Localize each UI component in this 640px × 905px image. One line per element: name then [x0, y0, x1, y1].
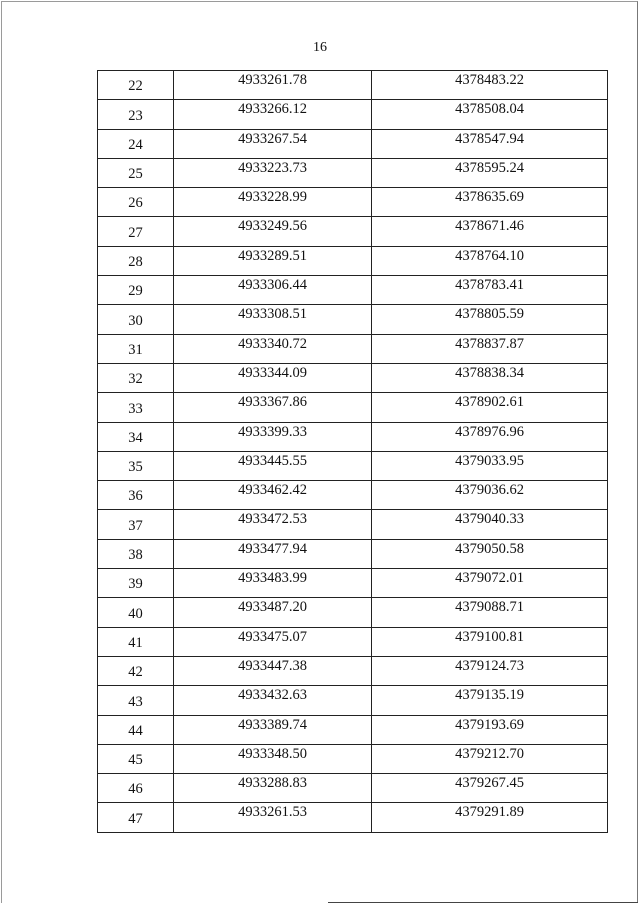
- point-number-cell: 38: [98, 539, 174, 568]
- point-number-cell: 30: [98, 305, 174, 334]
- point-number-cell: 41: [98, 627, 174, 656]
- x-coordinate-cell: 4933367.86: [174, 393, 372, 422]
- y-coordinate-cell: 4378547.94: [372, 129, 608, 158]
- x-coordinate-cell: 4933266.12: [174, 100, 372, 129]
- x-coordinate-cell: 4933445.55: [174, 451, 372, 480]
- y-coordinate-cell: 4379072.01: [372, 569, 608, 598]
- point-number-cell: 33: [98, 393, 174, 422]
- x-coordinate-cell: 4933340.72: [174, 334, 372, 363]
- y-coordinate-cell: 4379100.81: [372, 627, 608, 656]
- y-coordinate-cell: 4378838.34: [372, 363, 608, 392]
- x-coordinate-cell: 4933308.51: [174, 305, 372, 334]
- x-coordinate-cell: 4933432.63: [174, 686, 372, 715]
- table-row: [98, 100, 608, 129]
- x-coordinate-cell: 4933472.53: [174, 510, 372, 539]
- y-coordinate-cell: 4378671.46: [372, 217, 608, 246]
- point-number-cell: 31: [98, 334, 174, 363]
- table-row: [98, 246, 608, 275]
- point-number-cell: 39: [98, 569, 174, 598]
- coordinates-table: [97, 70, 608, 833]
- table-row: [98, 451, 608, 480]
- table-row: [98, 715, 608, 744]
- y-coordinate-cell: 4378805.59: [372, 305, 608, 334]
- table-row: [98, 686, 608, 715]
- table-row: [98, 129, 608, 158]
- point-number-cell: 35: [98, 451, 174, 480]
- x-coordinate-cell: 4933389.74: [174, 715, 372, 744]
- x-coordinate-cell: 4933477.94: [174, 539, 372, 568]
- y-coordinate-cell: 4379212.70: [372, 744, 608, 773]
- table-row: [98, 158, 608, 187]
- y-coordinate-cell: 4379135.19: [372, 686, 608, 715]
- point-number-cell: 25: [98, 158, 174, 187]
- y-coordinate-cell: 4379050.58: [372, 539, 608, 568]
- point-number-cell: 34: [98, 422, 174, 451]
- point-number-cell: 27: [98, 217, 174, 246]
- table-row: [98, 363, 608, 392]
- x-coordinate-cell: 4933228.99: [174, 188, 372, 217]
- table-row: [98, 393, 608, 422]
- x-coordinate-cell: 4933288.83: [174, 774, 372, 803]
- y-coordinate-cell: 4379088.71: [372, 598, 608, 627]
- table-row: [98, 481, 608, 510]
- point-number-cell: 29: [98, 276, 174, 305]
- table-row: [98, 305, 608, 334]
- table-row: [98, 510, 608, 539]
- table-row: [98, 217, 608, 246]
- point-number-cell: 36: [98, 481, 174, 510]
- point-number-cell: 44: [98, 715, 174, 744]
- table-row: [98, 744, 608, 773]
- point-number-cell: 23: [98, 100, 174, 129]
- y-coordinate-cell: 4378508.04: [372, 100, 608, 129]
- point-number-cell: 46: [98, 774, 174, 803]
- x-coordinate-cell: 4933348.50: [174, 744, 372, 773]
- footer-divider: [328, 902, 638, 903]
- y-coordinate-cell: 4378595.24: [372, 158, 608, 187]
- coordinates-table-body: [98, 71, 608, 833]
- table-row: [98, 276, 608, 305]
- x-coordinate-cell: 4933261.78: [174, 71, 372, 100]
- x-coordinate-cell: 4933487.20: [174, 598, 372, 627]
- x-coordinate-cell: 4933223.73: [174, 158, 372, 187]
- y-coordinate-cell: 4378902.61: [372, 393, 608, 422]
- table-row: [98, 598, 608, 627]
- x-coordinate-cell: 4933261.53: [174, 803, 372, 832]
- table-row: [98, 569, 608, 598]
- y-coordinate-cell: 4378837.87: [372, 334, 608, 363]
- table-row: [98, 774, 608, 803]
- table-row: [98, 627, 608, 656]
- y-coordinate-cell: 4379033.95: [372, 451, 608, 480]
- point-number-cell: 32: [98, 363, 174, 392]
- table-row: [98, 422, 608, 451]
- point-number-cell: 24: [98, 129, 174, 158]
- x-coordinate-cell: 4933399.33: [174, 422, 372, 451]
- y-coordinate-cell: 4379040.33: [372, 510, 608, 539]
- y-coordinate-cell: 4379267.45: [372, 774, 608, 803]
- y-coordinate-cell: 4379193.69: [372, 715, 608, 744]
- x-coordinate-cell: 4933462.42: [174, 481, 372, 510]
- x-coordinate-cell: 4933267.54: [174, 129, 372, 158]
- x-coordinate-cell: 4933289.51: [174, 246, 372, 275]
- y-coordinate-cell: 4379124.73: [372, 656, 608, 685]
- table-row: [98, 539, 608, 568]
- point-number-cell: 40: [98, 598, 174, 627]
- x-coordinate-cell: 4933483.99: [174, 569, 372, 598]
- point-number-cell: 28: [98, 246, 174, 275]
- x-coordinate-cell: 4933447.38: [174, 656, 372, 685]
- y-coordinate-cell: 4378976.96: [372, 422, 608, 451]
- y-coordinate-cell: 4378764.10: [372, 246, 608, 275]
- point-number-cell: 45: [98, 744, 174, 773]
- table-row: [98, 803, 608, 832]
- point-number-cell: 26: [98, 188, 174, 217]
- x-coordinate-cell: 4933475.07: [174, 627, 372, 656]
- y-coordinate-cell: 4379291.89: [372, 803, 608, 832]
- y-coordinate-cell: 4378635.69: [372, 188, 608, 217]
- y-coordinate-cell: 4378783.41: [372, 276, 608, 305]
- point-number-cell: 22: [98, 71, 174, 100]
- y-coordinate-cell: 4378483.22: [372, 71, 608, 100]
- table-row: [98, 656, 608, 685]
- x-coordinate-cell: 4933249.56: [174, 217, 372, 246]
- page-number: 16: [313, 40, 327, 55]
- table-row: [98, 71, 608, 100]
- point-number-cell: 43: [98, 686, 174, 715]
- y-coordinate-cell: 4379036.62: [372, 481, 608, 510]
- point-number-cell: 47: [98, 803, 174, 832]
- table-row: [98, 334, 608, 363]
- table-row: [98, 188, 608, 217]
- point-number-cell: 37: [98, 510, 174, 539]
- x-coordinate-cell: 4933306.44: [174, 276, 372, 305]
- x-coordinate-cell: 4933344.09: [174, 363, 372, 392]
- point-number-cell: 42: [98, 656, 174, 685]
